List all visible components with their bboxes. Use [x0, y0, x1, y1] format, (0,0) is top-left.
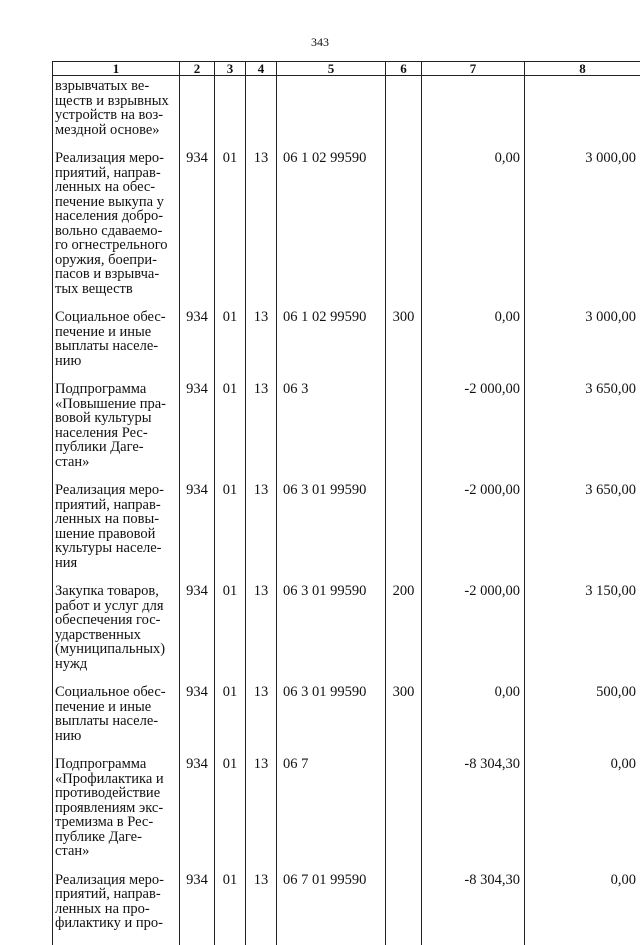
table-row — [53, 757, 640, 873]
header-cell: 1 — [53, 62, 180, 76]
page-number: 343 — [0, 35, 640, 50]
row-expense-type: 300 — [386, 685, 422, 757]
row-section-code: 01 — [215, 151, 246, 310]
row-change-amount: -8 304,30 — [422, 757, 525, 873]
row-section-code: 01 — [215, 584, 246, 685]
row-subsection-code: 13 — [246, 873, 277, 945]
table-row — [53, 584, 640, 685]
row-section-code: 01 — [215, 873, 246, 945]
table-row — [53, 483, 640, 584]
row-ministry-code — [180, 76, 215, 152]
row-change-amount: -2 000,00 — [422, 382, 525, 483]
row-ministry-code: 934 — [180, 873, 215, 945]
table-header — [53, 62, 640, 76]
table-row — [53, 685, 640, 757]
row-sum-amount: 0,00 — [525, 757, 640, 873]
row-change-amount: -2 000,00 — [422, 584, 525, 685]
row-target-code — [277, 76, 386, 152]
row-subsection-code — [246, 76, 277, 152]
row-expense-type — [386, 483, 422, 584]
header-cell: 7 — [422, 62, 525, 76]
table-body — [53, 76, 640, 945]
row-subsection-code: 13 — [246, 151, 277, 310]
row-section-code: 01 — [215, 685, 246, 757]
row-expense-type — [386, 151, 422, 310]
row-target-code: 06 3 01 99590 — [277, 685, 386, 757]
header-cell: 4 — [246, 62, 277, 76]
header-cell: 3 — [215, 62, 246, 76]
row-ministry-code: 934 — [180, 584, 215, 685]
row-target-code: 06 3 01 99590 — [277, 483, 386, 584]
row-change-amount: -8 304,30 — [422, 873, 525, 945]
row-name: Социальное обес- печение и иные выплаты населе- нию — [53, 310, 180, 382]
header-cell: 8 — [525, 62, 640, 76]
table-row — [53, 382, 640, 483]
row-ministry-code: 934 — [180, 685, 215, 757]
row-section-code: 01 — [215, 310, 246, 382]
row-section-code — [215, 76, 246, 152]
table-row — [53, 873, 640, 945]
row-name: Реализация меро- приятий, направ- ленных на обес- печение выкупа у населения добро- вольно сдаваемо- го огнестрельного оружия, боепри- пасов и взрывча- тых веществ — [53, 151, 180, 310]
row-subsection-code: 13 — [246, 310, 277, 382]
row-expense-type — [386, 873, 422, 945]
row-change-amount: 0,00 — [422, 685, 525, 757]
row-subsection-code: 13 — [246, 584, 277, 685]
row-sum-amount: 3 000,00 — [525, 310, 640, 382]
row-target-code: 06 1 02 99590 — [277, 151, 386, 310]
row-section-code: 01 — [215, 483, 246, 584]
row-subsection-code: 13 — [246, 757, 277, 873]
row-section-code: 01 — [215, 757, 246, 873]
row-target-code: 06 7 — [277, 757, 386, 873]
row-ministry-code: 934 — [180, 151, 215, 310]
row-ministry-code: 934 — [180, 757, 215, 873]
table-row — [53, 76, 640, 152]
row-sum-amount: 3 650,00 — [525, 483, 640, 584]
row-target-code: 06 3 01 99590 — [277, 584, 386, 685]
row-sum-amount: 3 650,00 — [525, 382, 640, 483]
row-name: взрывчатых ве- ществ и взрывных устройств на воз- мездной основе» — [53, 76, 180, 152]
row-ministry-code: 934 — [180, 310, 215, 382]
row-section-code: 01 — [215, 382, 246, 483]
table-row — [53, 310, 640, 382]
row-name: Реализация меро- приятий, направ- ленных на повы- шение правовой культуры населе- ния — [53, 483, 180, 584]
row-subsection-code: 13 — [246, 685, 277, 757]
row-expense-type — [386, 382, 422, 483]
row-sum-amount: 500,00 — [525, 685, 640, 757]
row-expense-type — [386, 76, 422, 152]
row-change-amount: 0,00 — [422, 151, 525, 310]
row-ministry-code: 934 — [180, 483, 215, 584]
header-cell: 6 — [386, 62, 422, 76]
budget-table — [52, 61, 640, 945]
row-change-amount: 0,00 — [422, 310, 525, 382]
row-subsection-code: 13 — [246, 382, 277, 483]
row-name: Реализация меро- приятий, направ- ленных на про- филактику и про- — [53, 873, 180, 945]
row-name: Социальное обес- печение и иные выплаты населе- нию — [53, 685, 180, 757]
row-subsection-code: 13 — [246, 483, 277, 584]
row-sum-amount: 3 150,00 — [525, 584, 640, 685]
row-sum-amount — [525, 76, 640, 152]
row-expense-type: 200 — [386, 584, 422, 685]
row-target-code: 06 7 01 99590 — [277, 873, 386, 945]
row-sum-amount: 3 000,00 — [525, 151, 640, 310]
row-name: Подпрограмма «Повышение пра- вовой культуры населения Рес- публики Даге- стан» — [53, 382, 180, 483]
row-name: Подпрограмма «Профилактика и противодействие проявлениям экс- тремизма в Рес- публике Даге- стан» — [53, 757, 180, 873]
header-cell: 5 — [277, 62, 386, 76]
row-expense-type — [386, 757, 422, 873]
row-change-amount: -2 000,00 — [422, 483, 525, 584]
row-name: Закупка товаров, работ и услуг для обеспечения гос- ударственных (муниципальных) нужд — [53, 584, 180, 685]
row-expense-type: 300 — [386, 310, 422, 382]
row-change-amount — [422, 76, 525, 152]
row-target-code: 06 3 — [277, 382, 386, 483]
row-ministry-code: 934 — [180, 382, 215, 483]
header-cell: 2 — [180, 62, 215, 76]
row-sum-amount: 0,00 — [525, 873, 640, 945]
row-target-code: 06 1 02 99590 — [277, 310, 386, 382]
table-row — [53, 151, 640, 310]
